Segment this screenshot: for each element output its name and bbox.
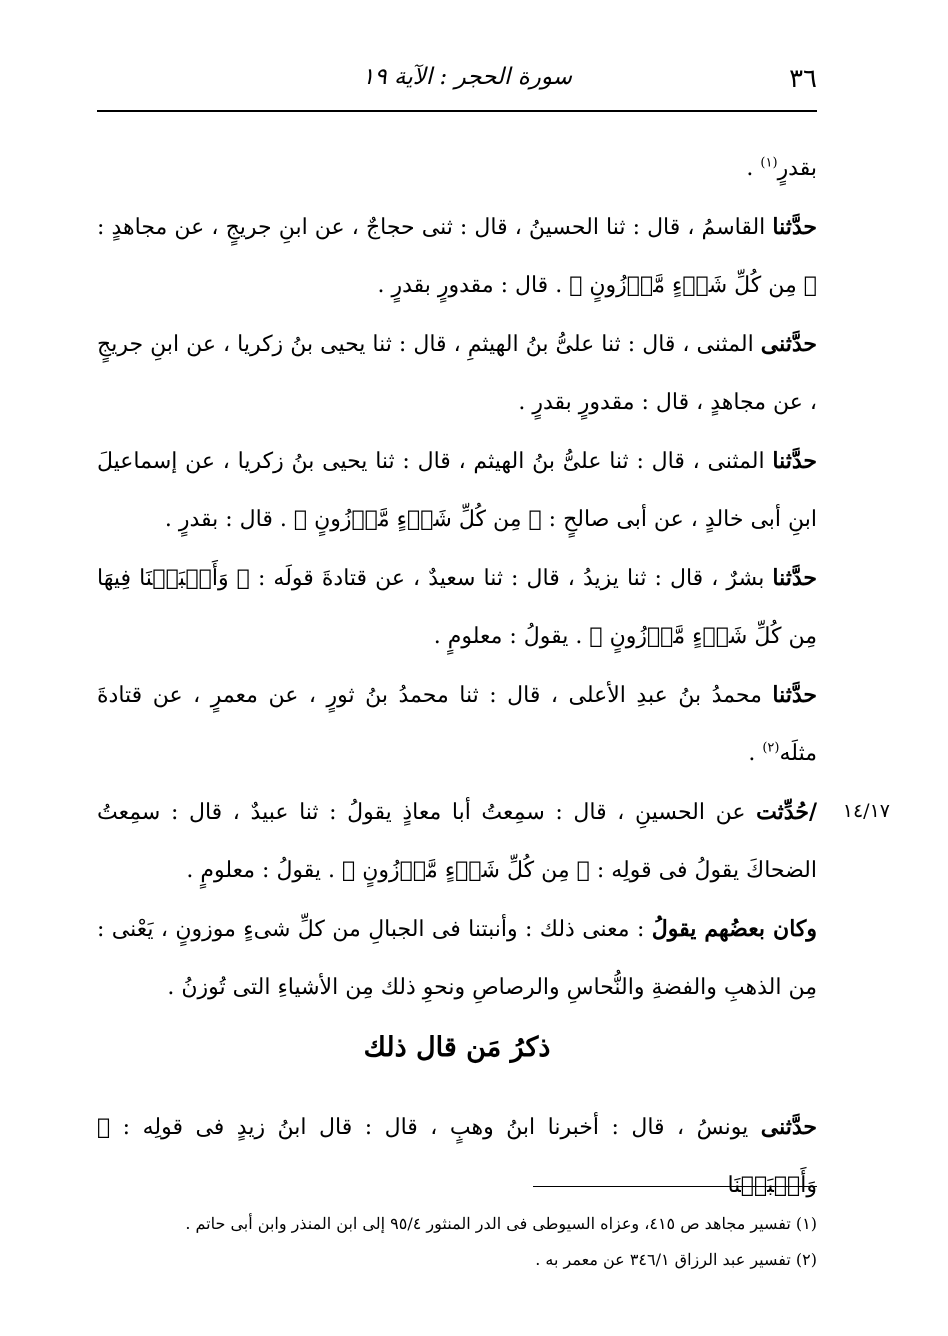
page-number: ٣٦	[789, 64, 817, 94]
isnad-lead: حدَّثنى	[760, 331, 817, 357]
footnotes	[97, 1206, 817, 1278]
paragraph-text: بقدرٍ	[777, 156, 817, 181]
quran-quote: ﴿ وَأَنۢبَتۡنَا	[97, 1115, 817, 1198]
paragraph-text: عن الحسينِ ، قال : سمِعتُ أبا معاذٍ يقولُ : ثنا عبيدٌ ، قال : سمِعتُ الضحاكَ يقولُ فى قولِه :	[97, 800, 817, 883]
paragraph-9	[97, 1098, 817, 1215]
paragraph-after: . يقولُ : معلومٍ .	[186, 858, 343, 883]
paragraph-text: محمدُ بنُ عبدِ الأعلى ، قال : ثنا محمدُ بنُ ثورٍ ، عن معمرٍ ، عن قتادةَ مثلَه	[97, 683, 817, 766]
paragraph-3	[97, 315, 817, 432]
footnote-2: (٢) تفسير عبد الرزاق ٣٤٦/١ عن معمر به .	[535, 1250, 817, 1269]
footnote-ref-2[interactable]: (٢)	[762, 740, 780, 756]
paragraph-8	[97, 900, 817, 1017]
paragraph-2	[97, 198, 817, 315]
paragraph-7	[97, 783, 817, 900]
isnad-lead: حدَّثنا	[772, 448, 817, 474]
header-rule	[97, 110, 817, 112]
quran-quote: ﴿ مِن كُلِّ شَىۡءٍ مَّوۡزُونٍ ﴾	[569, 273, 817, 298]
quran-quote: ﴿ مِن كُلِّ شَىۡءٍ مَّوۡزُونٍ ﴾	[293, 507, 542, 532]
footnote-rule	[533, 1186, 817, 1187]
paragraph-6	[97, 666, 817, 783]
isnad-lead: حدَّثنا	[772, 214, 817, 240]
isnad-lead: حدَّثنى	[760, 1114, 817, 1140]
paragraph-end: .	[748, 741, 763, 766]
isnad-lead: حدَّثنا	[772, 565, 818, 591]
paragraph-text: المثنى ، قال : ثنا علىُّ بنُ الهيثم ، قال : ثنا يحيى بنُ زكريا ، عن إسماعيلَ ابنِ أبى خالدٍ ، عن أبى صالحٍ :	[97, 449, 817, 532]
body-text-continued	[97, 1098, 817, 1215]
section-heading: ذكرُ مَن قال ذلك	[363, 1032, 551, 1063]
quran-quote: ﴿ مِن كُلِّ شَىۡءٍ مَّوۡزُونٍ ﴾	[342, 858, 590, 883]
commentary-lead: وكان بعضُهم يقولُ	[651, 916, 817, 942]
paragraph-after: . يقولُ : معلومٍ .	[433, 624, 590, 649]
page-header	[97, 58, 817, 102]
isnad-lead: حدَّثنا	[772, 682, 817, 708]
margin-volume-reference: ١٤/١٧	[842, 800, 890, 822]
paragraph-1	[97, 140, 817, 198]
footnote-1: (١) تفسير مجاهد ص ٤١٥، وعزاه السيوطى فى الدر المنثور ٩٥/٤ إلى ابن المنذر وابن أبى حاتم .	[185, 1214, 817, 1233]
paragraph-5	[97, 549, 817, 666]
paragraph-text: المثنى ، قال : ثنا علىُّ بنُ الهيثمِ ، قال : ثنا يحيى بنُ زكريا ، عن ابنِ جريجٍ ، عن مجاهدٍ ، قال : مقدورٍ بقدرٍ .	[97, 332, 817, 415]
body-text	[97, 140, 817, 1017]
paragraph-after: . قال : مقدورٍ بقدرٍ .	[377, 273, 570, 298]
quran-quote: ﴿ وَأَنۢبَتۡنَا فِيهَا مِن كُلِّ شَىۡءٍ مَّوۡزُونٍ ﴾	[97, 566, 817, 649]
paragraph-text: يونسُ ، قال : أخبرنا ابنُ وهبٍ ، قال : قال ابنُ زيدٍ فى قولِه :	[110, 1115, 761, 1140]
paragraph-4	[97, 432, 817, 549]
paragraph-after: . قال : بقدرٍ .	[164, 507, 294, 532]
paragraph-text: القاسمُ ، قال : ثنا الحسينُ ، قال : ثنى حجاجٌ ، عن ابنِ جريجٍ ، عن مجاهدٍ :	[97, 215, 773, 240]
paragraph-text: : معنى ذلك : وأنبتنا فى الجبالِ من كلِّ شىءٍ موزونٍ ، يَعْنى : مِن الذهبِ والفضةِ والنُّحاسِ والرصاصِ ونحوِ ذلك مِن الأشياءِ التى تُوزنُ .	[97, 917, 817, 1000]
isnad-lead: /حُدِّثت	[756, 799, 817, 825]
footnote-ref-1[interactable]: (١)	[760, 155, 778, 171]
running-title: سورة الحجر : الآية ١٩	[361, 64, 573, 90]
paragraph-text: بشرٌ ، قال : ثنا يزيدُ ، قال : ثنا سعيدٌ ، عن قتادةَ قولَه :	[249, 566, 773, 591]
paragraph-end: .	[746, 156, 761, 181]
